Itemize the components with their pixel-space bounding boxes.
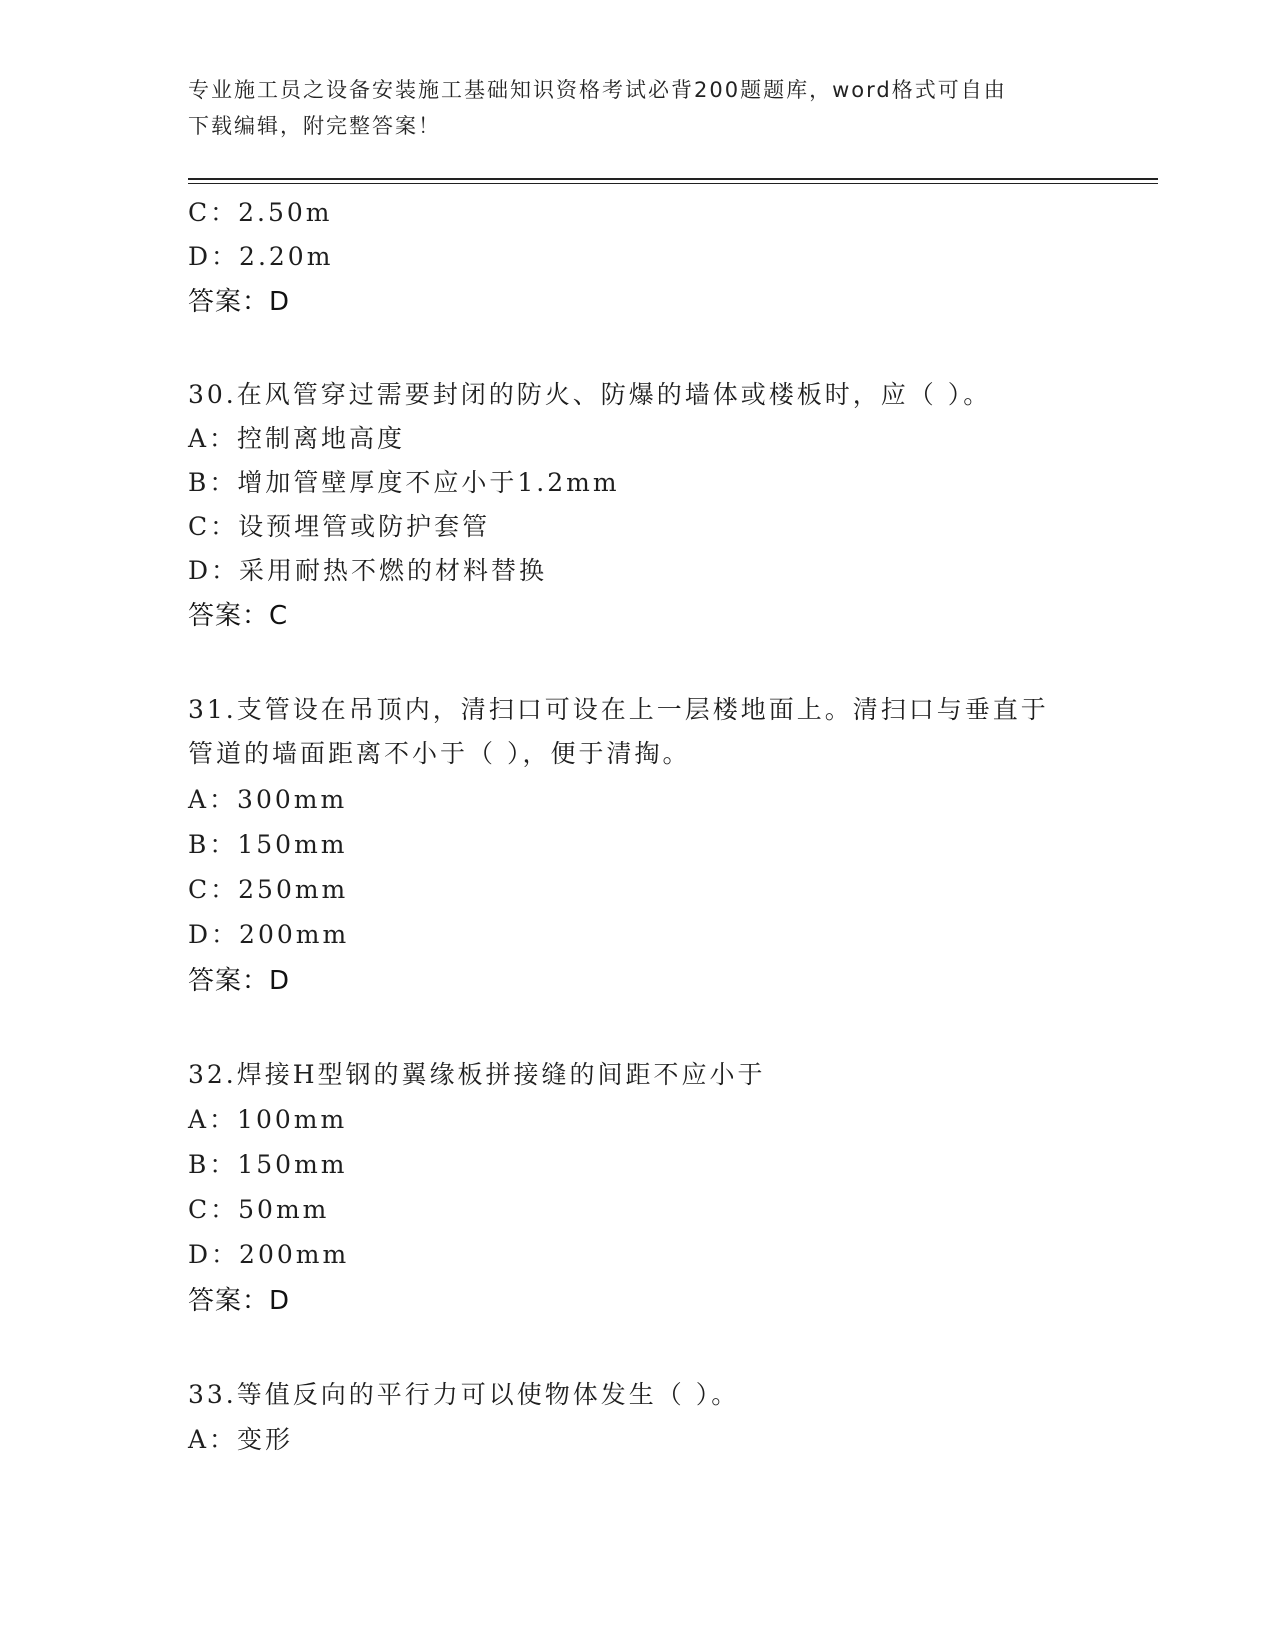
document-header [188,72,1088,144]
q31-answer: 答案：D [188,966,291,996]
q33-question: 33.等值反向的平行力可以使物体发生（ ）。 [188,1380,740,1409]
q30-option-b: B：增加管壁厚度不应小于1.2mm [188,468,620,497]
q30-option-a: A：控制离地高度 [188,424,406,453]
header-divider-thick [188,178,1158,180]
q31-option-d: D：200mm [188,920,350,949]
q31-option-a: A：300mm [188,785,348,814]
q32-option-d: D：200mm [188,1240,350,1269]
q31-question-line-2: 管道的墙面距离不小于（ ），便于清掏。 [188,739,691,768]
prev-option-d: D：2.20m [188,242,334,271]
header-line-2: 下载编辑，附完整答案！ [188,114,441,138]
q32-answer: 答案：D [188,1286,291,1316]
prev-option-c: C：2.50m [188,198,333,227]
q33-option-a: A：变形 [188,1425,294,1454]
q31-question-line-1: 31.支管设在吊顶内，清扫口可设在上一层楼地面上。清扫口与垂直于 [188,695,1049,724]
q31-option-c: C：250mm [188,875,349,904]
q32-question: 32.焊接H型钢的翼缘板拼接缝的间距不应小于 [188,1060,766,1089]
q31-option-b: B：150mm [188,830,348,859]
prev-answer: 答案：D [188,287,291,317]
q30-option-d: D：采用耐热不燃的材料替换 [188,556,548,585]
q32-option-b: B：150mm [188,1150,348,1179]
q30-answer: 答案：C [188,601,289,631]
q32-option-a: A：100mm [188,1105,348,1134]
q30-question: 30.在风管穿过需要封闭的防火、防爆的墙体或楼板时，应（ ）。 [188,380,992,409]
q32-option-c: C：50mm [188,1195,330,1224]
header-line-1: 专业施工员之设备安装施工基础知识资格考试必背200题题库，word格式可自由 [188,78,1007,102]
header-divider-thin [188,183,1158,184]
q30-option-c: C：设预埋管或防护套管 [188,512,491,541]
